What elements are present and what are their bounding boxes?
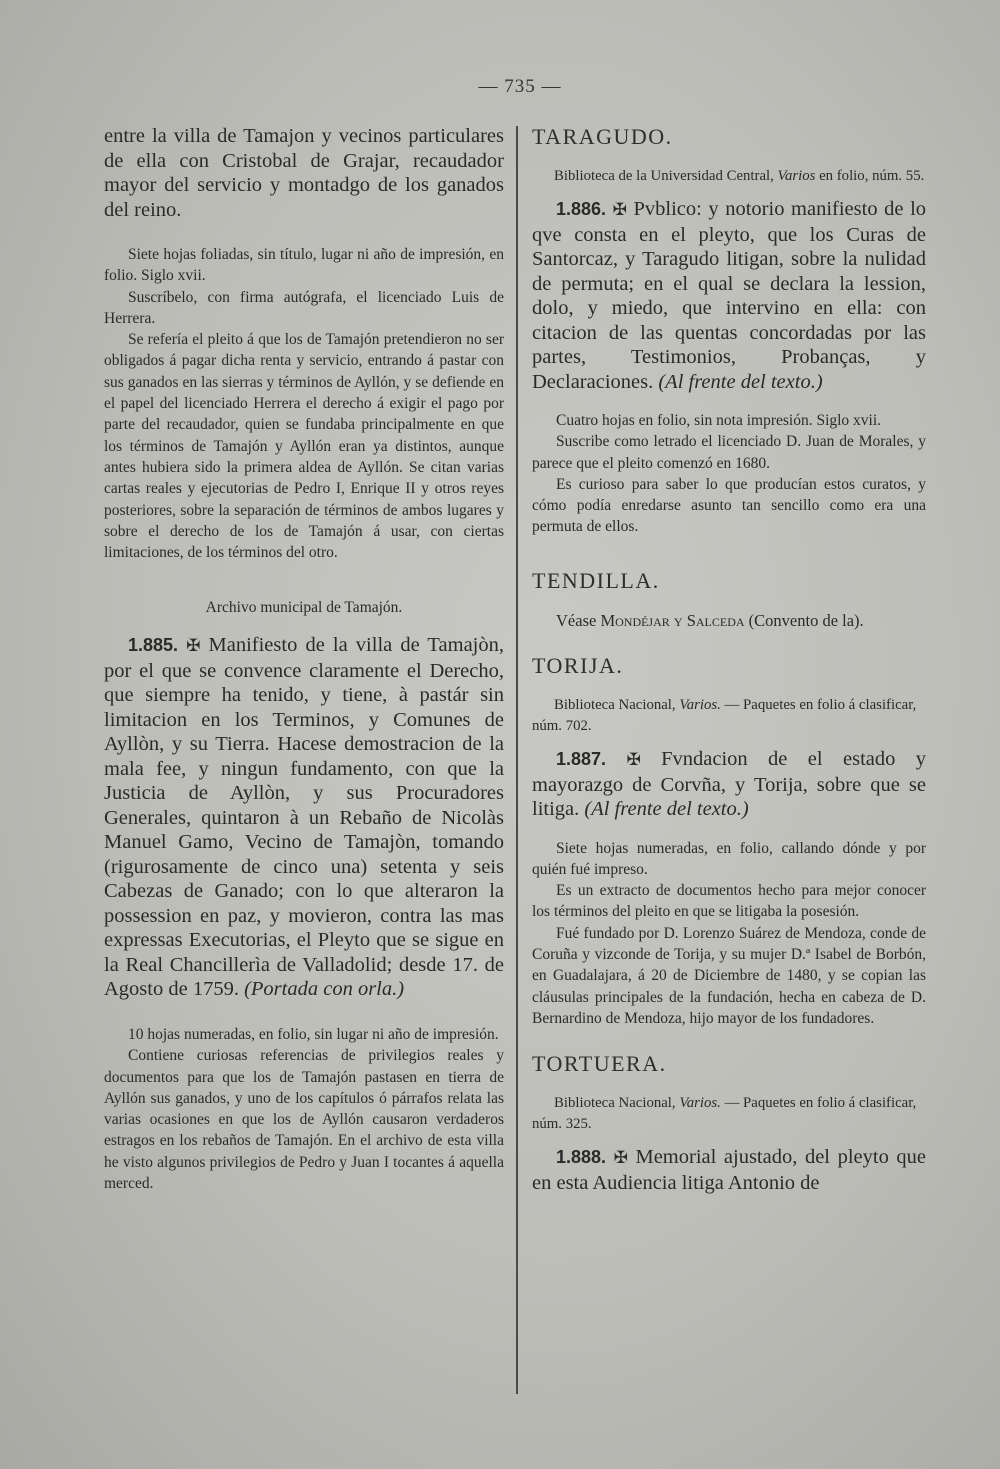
entry-note: (Portada con orla.) xyxy=(244,978,405,1001)
intro-commentary: Se refería el pleito á que los de Tamajón pretendieron no ser obligados á pagar dicha renta y servicio, entrando á pastar con sus ganados en las sierras y términos de Ayllón, y se defiende en el papel del licenciado Herrera el derecho á exigir el pago por parte del recaudador, quien se fundaba principalmente en que los términos de Tamajón y Ayllón eran ya distintos, aunque antes hubiera sido la primera aldea de Ayllón. Se citan varias cartas reales y ejecutorias de Pedro I, Enrique II y otros reyes posteriores, sobre la separación de términos de ambos lugares y sobre el derecho de los de Tamajón á usar, con ciertas limitaciones, de los términos del otro. xyxy=(104,331,504,562)
entry-note: (Al frente del texto.) xyxy=(658,370,823,393)
page-number: — 735 — xyxy=(478,76,562,97)
entry-description: Cuatro hojas en folio, sin nota impresión. Siglo xvii. xyxy=(556,412,882,429)
entry-commentary: Fué fundado por D. Lorenzo Suárez de Mendoza, conde de Coruña y vizconde de Torija, y su mujer D.ª Isabel de Borbón, en Guadalajara, á 20 de Diciembre de 1480, y se copian las cláusulas principales de la fundación, hecha en cabeza de D. Bernardino de Mendoza, hijo mayor de los fundadores. xyxy=(532,924,926,1027)
entry-commentary: Es curioso para saber lo que producían estos curatos, y cómo podía enredarse asunto tan sencillo como era una permuta de ellos. xyxy=(532,475,926,536)
see-label: Véase xyxy=(556,610,597,630)
intro-text: entre la villa de Tamajon y vecinos particulares de ella con Cristobal de Grajar, recaudador mayor del servicio y montadgo de los ganados del reino. xyxy=(104,125,504,221)
right-column xyxy=(532,124,926,1195)
heading-tendilla: TENDILLA. xyxy=(532,567,660,593)
entry-1885 xyxy=(104,633,504,1002)
reference-suffix: (Convento de la). xyxy=(748,610,864,630)
source-library: Biblioteca de la Universidad Central, xyxy=(554,168,774,184)
entry-number: 1.886. xyxy=(556,199,607,219)
source-collection: Varios xyxy=(777,168,816,184)
entry-title: Fvndacion de el estado y mayorazgo de Corvña, y Torija, sobre que se litiga. xyxy=(532,748,927,821)
source-library: Biblioteca Nacional, xyxy=(554,697,676,714)
left-column xyxy=(104,124,504,1194)
source-shelf: — Paquetes en folio á clasificar, núm. 325. xyxy=(532,1095,917,1133)
entry-purpose: Es un extracto de documentos hecho para mejor conocer los términos del pleito en que se litigaba la posesión. xyxy=(532,882,926,921)
entry-number: 1.885. xyxy=(128,635,179,656)
source-taragudo xyxy=(532,166,926,187)
entry-signature-note: Suscribe como letrado el licenciado D. Juan de Morales, y parece que el pleito comenzó en 1680. xyxy=(532,433,926,472)
entry-note: (Al frente del texto.) xyxy=(584,798,749,821)
cross-icon: ✠ xyxy=(613,1148,628,1169)
source-tortuera xyxy=(532,1093,926,1135)
entry-title: Pvblico: y notorio manifiesto de lo qve consta en el pleyto, que los Curas de Santorcaz, y Taragudo litigan, sobre la nulidad de permuta; en el qual se declara la lession, dolo, y miedo, que intervino en ella: con citacion de las quentas concordadas por las partes, Testimonios, Probanças, y Declaraciones. xyxy=(532,198,927,393)
intro-signature-note: Suscríbelo, con firma autógrafa, el licenciado Luis de Herrera. xyxy=(104,288,504,327)
entry-title: Memorial ajustado, del pleyto que en esta Audiencia litiga Antonio de xyxy=(532,1146,927,1194)
archive-source: Archivo municipal de Tamajón. xyxy=(205,599,403,617)
entry-description: Siete hojas numeradas, en folio, callando dónde y por quién fué impreso. xyxy=(532,839,926,878)
cross-icon: ✠ xyxy=(626,750,641,771)
source-library: Biblioteca Nacional, xyxy=(554,1095,676,1112)
source-collection: Varios. xyxy=(679,1095,721,1112)
tendilla-cross-reference xyxy=(532,610,926,631)
cross-icon: ✠ xyxy=(186,636,201,657)
intro-description: Siete hojas foliadas, sin título, lugar ni año de impresión, en folio. Siglo xvii. xyxy=(104,246,504,285)
source-shelf: — Paquetes en folio á clasificar, núm. 702. xyxy=(532,697,917,735)
source-collection: Varios. xyxy=(679,697,721,714)
cross-icon: ✠ xyxy=(612,200,627,220)
heading-tortuera: TORTUERA. xyxy=(532,1051,667,1077)
reference-target: Mondéjar y Salceda xyxy=(600,610,745,630)
entry-1886 xyxy=(532,197,926,394)
entry-description: 10 hojas numeradas, en folio, sin lugar ni año de impresión. xyxy=(128,1025,499,1043)
source-torija xyxy=(532,695,926,737)
entry-title: Manifiesto de la villa de Tamajòn, por el que se convence claramente el Derecho, que siempre ha tenido, y tiene, à pastár sin limitacion en los Terminos, y Comunes de Ayllòn, y su Tierra. Hacese demostracion de la mala fee, y ningun fundamento, con que la Justicia de Ayllòn, y sus Procuradores Generales, quintaron à un Rebaño de Nicolàs Manuel Gamo, Vecino de Tamajòn, tomando (rigurosamente de cinco una) setenta y seis Cabezas de Ganado; con lo que alteraron la possession en paz, y movieron, contra las mas expressas Executorias, el Pleyto que se sigue en la Real Chancillerìa de Valladolid; desde 17. de Agosto de 1759. xyxy=(104,634,504,1001)
entry-1888 xyxy=(532,1145,926,1195)
entry-commentary: Contiene curiosas referencias de privilegios reales y documentos para que los de Tamajón pastasen en tierra de Ayllón sus ganados, y uno de los capítulos ó párrafos relata las varias ocasiones en que los de Ayllón causaron verdaderos estragos en los rebaños de Tamajón. En el archivo de esta villa he visto algunos privilegios de Pedro y Juan I tocantes á aquella merced. xyxy=(104,1047,504,1193)
entry-number: 1.888. xyxy=(556,1147,607,1168)
heading-taragudo: TARAGUDO. xyxy=(532,124,673,149)
column-divider xyxy=(516,126,518,1394)
source-shelf: en folio, núm. 55. xyxy=(819,168,925,184)
entry-number: 1.887. xyxy=(556,749,607,770)
heading-torija: TORIJA. xyxy=(532,653,624,679)
entry-1887 xyxy=(532,747,926,822)
